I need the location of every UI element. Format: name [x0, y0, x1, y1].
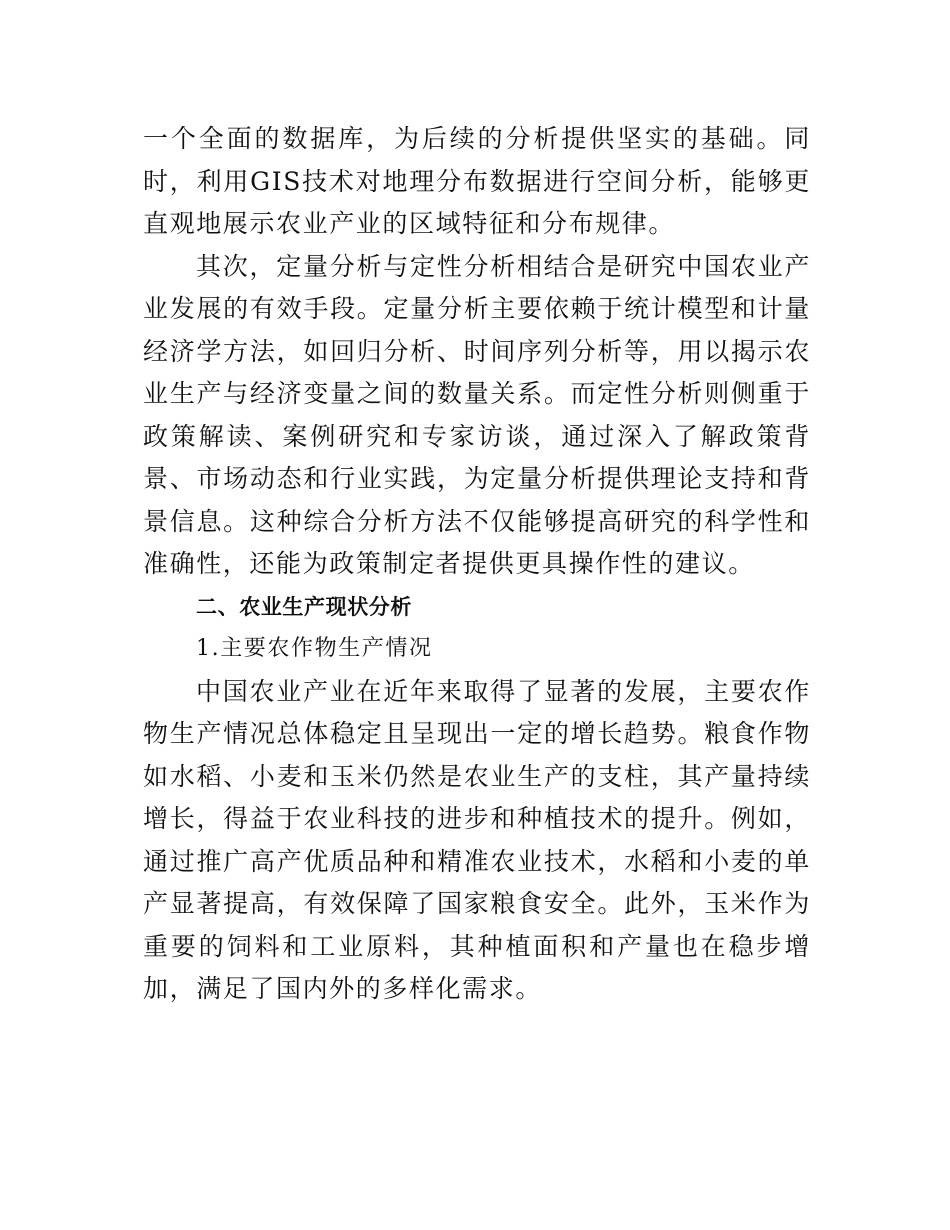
subsection-heading: 1.主要农作物生产情况 [196, 636, 433, 661]
paragraph-gis-analysis: 一个全面的数据库，为后续的分析提供坚实的基础。同时，利用GIS技术对地理分布数据进行空间分析，能够更直观地展示农业产业的区域特征和分布规律。 [143, 124, 811, 238]
document-body [143, 118, 811, 1011]
paragraph-crop-production: 中国农业产业在近年来取得了显著的发展，主要农作物生产情况总体稳定且呈现出一定的增长趋势。粮食作物如水稻、小麦和玉米仍然是农业生产的支柱，其产量持续增长，得益于农业科技的进步和种植技术的提升。例如，通过推广高产优质品种和精准农业技术，水稻和小麦的单产显著提高，有效保障了国家粮食安全。此外，玉米作为重要的饲料和工业原料，其种植面积和产量也在稳步增加，满足了国内外的多样化需求。 [143, 676, 811, 1003]
paragraph-quantitative-qualitative: 其次，定量分析与定性分析相结合是研究中国农业产业发展的有效手段。定量分析主要依赖于统计模型和计量经济学方法，如回归分析、时间序列分析等，用以揭示农业生产与经济变量之间的数量关系。而定性分析则侧重于政策解读、案例研究和专家访谈，通过深入了解政策背景、市场动态和行业实践，为定量分析提供理论支持和背景信息。这种综合分析方法不仅能够提高研究的科学性和准确性，还能为政策制定者提供更具操作性的建议。 [143, 251, 811, 578]
section-heading: 二、农业生产现状分析 [196, 594, 412, 619]
